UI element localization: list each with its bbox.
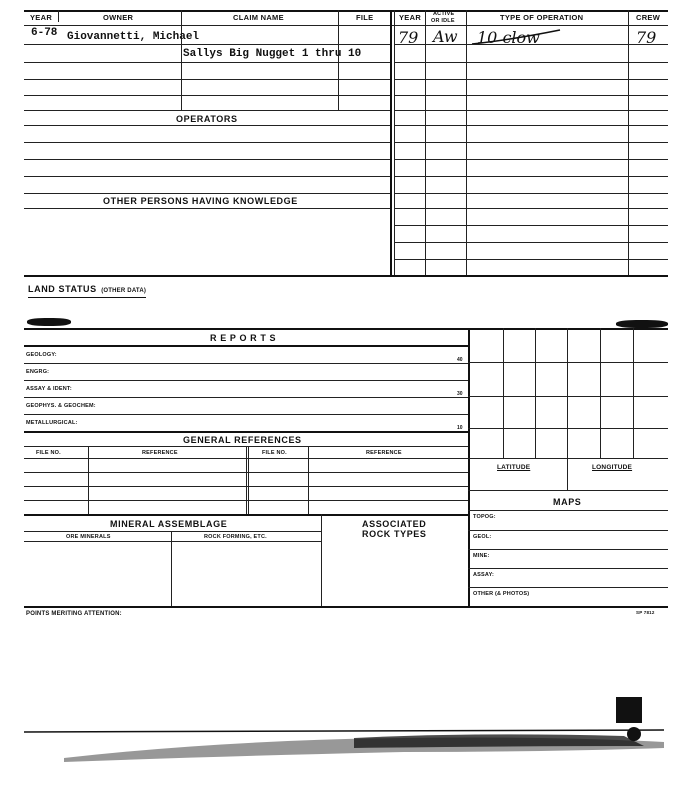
reports-geology-num: 40 bbox=[457, 357, 463, 363]
reports-assay-num: 30 bbox=[457, 391, 463, 397]
header-year: YEAR bbox=[30, 13, 53, 22]
ink-blot bbox=[616, 320, 668, 328]
ink-blot bbox=[27, 318, 71, 326]
header-file: FILE bbox=[356, 13, 374, 22]
reports-geology-label: GEOLOGY: bbox=[26, 352, 57, 358]
rock-forming-label: ROCK FORMING, ETC. bbox=[204, 534, 267, 540]
reports-metallurgical-num: 10 bbox=[457, 425, 463, 431]
header-type-of-operation: TYPE OF OPERATION bbox=[500, 13, 584, 22]
points-meriting-label: POINTS MERITING ATTENTION: bbox=[26, 611, 122, 617]
ore-minerals-label: ORE MINERALS bbox=[66, 534, 111, 540]
section-land-status: LAND STATUS (OTHER DATA) bbox=[28, 279, 146, 298]
longitude-label: LONGITUDE bbox=[592, 464, 633, 471]
activity-entry-active: Aw bbox=[433, 27, 458, 46]
scan-smudge bbox=[24, 718, 672, 772]
header-owner: OWNER bbox=[103, 13, 134, 22]
header-year-2: YEAR bbox=[399, 13, 422, 22]
general-references-title: GENERAL REFERENCES bbox=[183, 435, 302, 445]
maps-topog: TOPOG: bbox=[473, 514, 496, 520]
reports-assay-label: ASSAY & IDENT: bbox=[26, 386, 72, 392]
activity-entry-crew: 79 bbox=[636, 28, 657, 47]
reports-engrg-label: ENGRG: bbox=[26, 369, 50, 375]
header-crew: CREW bbox=[636, 13, 661, 22]
associated-label-1: ASSOCIATED bbox=[362, 519, 427, 529]
col-reference-1: REFERENCE bbox=[142, 450, 178, 456]
header-or-idle: OR IDLE bbox=[431, 18, 455, 24]
header-active: ACTIVE bbox=[433, 11, 455, 17]
mineral-title: MINERAL ASSEMBLAGE bbox=[110, 519, 228, 529]
header-claim-name: CLAIM NAME bbox=[233, 13, 284, 22]
maps-mine: MINE: bbox=[473, 553, 490, 559]
col-file-no-2: FILE NO. bbox=[262, 450, 287, 456]
maps-title: MAPS bbox=[553, 497, 582, 507]
reports-geophys-label: GEOPHYS. & GEOCHEM: bbox=[26, 403, 96, 409]
maps-geol: GEOL: bbox=[473, 534, 492, 540]
col-reference-2: REFERENCE bbox=[366, 450, 402, 456]
handwritten-underline bbox=[470, 28, 570, 48]
section-other-persons: OTHER PERSONS HAVING KNOWLEDGE bbox=[103, 196, 298, 206]
col-file-no-1: FILE NO. bbox=[36, 450, 61, 456]
form-number: SP 7812 bbox=[636, 610, 655, 615]
activity-entry-year: 79 bbox=[398, 28, 419, 47]
section-operators: OPERATORS bbox=[176, 114, 238, 124]
reports-metallurgical-label: METALLURGICAL: bbox=[26, 420, 78, 426]
maps-other: OTHER (& PHOTOS) bbox=[473, 591, 530, 597]
activity-entry-type: 10 clow bbox=[477, 28, 540, 47]
reports-title: R E P O R T S bbox=[210, 333, 277, 343]
owner-entry-name: Giovannetti, Michael bbox=[67, 31, 200, 43]
owner-entry-claim: Sallys Big Nugget 1 thru 10 bbox=[183, 48, 362, 60]
owner-entry-year: 6-78 bbox=[31, 27, 58, 39]
maps-assay: ASSAY: bbox=[473, 572, 495, 578]
latitude-label: LATITUDE bbox=[497, 464, 531, 471]
associated-label-2: ROCK TYPES bbox=[362, 529, 427, 539]
